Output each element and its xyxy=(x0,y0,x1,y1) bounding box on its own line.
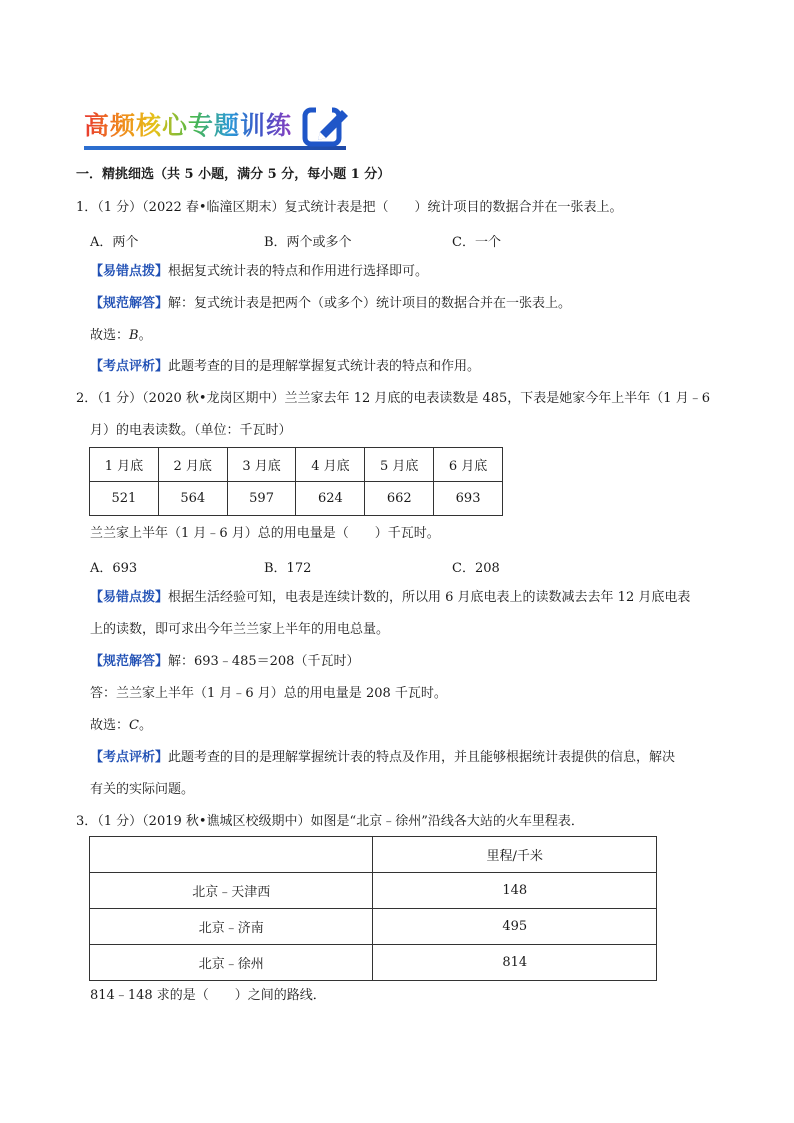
choice-suffix: 。 xyxy=(138,328,152,343)
table-cell: 814 xyxy=(373,945,657,981)
q1-stem: 1．（1 分）（2022 春•临潼区期末）复式统计表是把（ ）统计项目的数据合并在一张表上。 xyxy=(76,200,623,215)
tip-tag: 【易错点拨】 xyxy=(90,590,169,605)
answer-text: 解：复式统计表是把两个（或多个）统计项目的数据合并在一张表上。 xyxy=(168,296,572,311)
q1-option-a: A．两个 xyxy=(90,235,139,250)
q3-question: 814﹣148 求的是（ ）之间的路线． xyxy=(90,988,326,1003)
q2-tip-line1 xyxy=(90,589,690,607)
q2-option-a: A．693 xyxy=(90,561,138,576)
table-header-cell: 4 月底 xyxy=(296,448,365,482)
q2-answer xyxy=(90,653,359,671)
table-header-cell: 6 月底 xyxy=(434,448,503,482)
table-cell: 北京﹣济南 xyxy=(90,909,373,945)
q1-option-c: C．一个 xyxy=(452,235,501,250)
answer-tag: 【规范解答】 xyxy=(90,654,169,669)
q2-question: 兰兰家上半年（1 月﹣6 月）总的用电量是（ ）千瓦时。 xyxy=(90,526,440,541)
table-cell: 148 xyxy=(373,873,657,909)
section-heading: 一．精挑细选（共 5 小题，满分 5 分，每小题 1 分） xyxy=(76,167,391,182)
q1-tip xyxy=(90,263,428,281)
banner xyxy=(84,104,350,156)
q2-tip-line2: 上的读数，即可求出今年兰兰家上半年的用电总量。 xyxy=(90,622,390,637)
q2-stem-line2: 月）的电表读数。（单位：千瓦时） xyxy=(90,423,292,438)
q1-answer xyxy=(90,295,571,313)
table-cell: 597 xyxy=(227,482,296,516)
answer-text: 解：693﹣485＝208（千瓦时） xyxy=(168,654,360,669)
q1-evaluation xyxy=(90,358,480,376)
q2-evaluation-line1 xyxy=(90,749,675,767)
q1-option-b: B．两个或多个 xyxy=(264,235,352,250)
table-header-cell xyxy=(90,837,373,873)
table-cell: 693 xyxy=(434,482,503,516)
q3-stem: 3．（1 分）（2019 秋•谯城区校级期中）如图是“北京﹣徐州”沿线各大站的火车里程表． xyxy=(76,814,584,829)
banner-title: 高频核心专题训练 xyxy=(84,106,292,142)
choice-letter: B xyxy=(129,328,139,343)
tip-text: 根据生活经验可知，电表是连续计数的，所以用 6 月底电表上的读数减去去年 12 月底电表 xyxy=(168,590,691,605)
table-header-cell: 2 月底 xyxy=(158,448,227,482)
table-header-cell: 里程/千米 xyxy=(373,837,657,873)
eval-tag: 【考点评析】 xyxy=(90,750,169,765)
q2-meter-table xyxy=(89,447,503,516)
choice-prefix: 故选： xyxy=(90,328,130,343)
q2-stem-line1: 2．（1 分）（2020 秋•龙岗区期中）兰兰家去年 12 月底的电表读数是 485，下表是她家今年上半年（1 月﹣6 xyxy=(76,391,710,406)
table-header-cell: 5 月底 xyxy=(365,448,434,482)
choice-suffix: 。 xyxy=(138,718,152,733)
choice-letter: C xyxy=(129,718,139,733)
choice-prefix: 故选： xyxy=(90,718,130,733)
q1-choice xyxy=(90,327,152,345)
table-cell: 624 xyxy=(296,482,365,516)
eval-text: 此题考查的目的是理解掌握统计表的特点及作用，并且能够根据统计表提供的信息，解决 xyxy=(168,750,676,765)
eval-tag: 【考点评析】 xyxy=(90,359,169,374)
table-cell: 495 xyxy=(373,909,657,945)
answer-tag: 【规范解答】 xyxy=(90,296,169,311)
table-cell: 564 xyxy=(158,482,227,516)
pencil-edit-icon xyxy=(302,102,350,148)
q3-mileage-table xyxy=(89,836,657,981)
tip-tag: 【易错点拨】 xyxy=(90,264,169,279)
q2-choice xyxy=(90,717,152,735)
table-header-cell: 1 月底 xyxy=(90,448,159,482)
q2-option-b: B．172 xyxy=(264,561,312,576)
table-cell: 北京﹣天津西 xyxy=(90,873,373,909)
q2-answer-line: 答：兰兰家上半年（1 月﹣6 月）总的用电量是 208 千瓦时。 xyxy=(90,686,447,701)
table-cell: 521 xyxy=(90,482,159,516)
table-cell: 662 xyxy=(365,482,434,516)
table-cell: 北京﹣徐州 xyxy=(90,945,373,981)
eval-text: 此题考查的目的是理解掌握复式统计表的特点和作用。 xyxy=(168,359,481,374)
q2-option-c: C．208 xyxy=(452,561,500,576)
tip-text: 根据复式统计表的特点和作用进行选择即可。 xyxy=(168,264,429,279)
table-header-cell: 3 月底 xyxy=(227,448,296,482)
q2-evaluation-line2: 有关的实际问题。 xyxy=(90,782,195,797)
